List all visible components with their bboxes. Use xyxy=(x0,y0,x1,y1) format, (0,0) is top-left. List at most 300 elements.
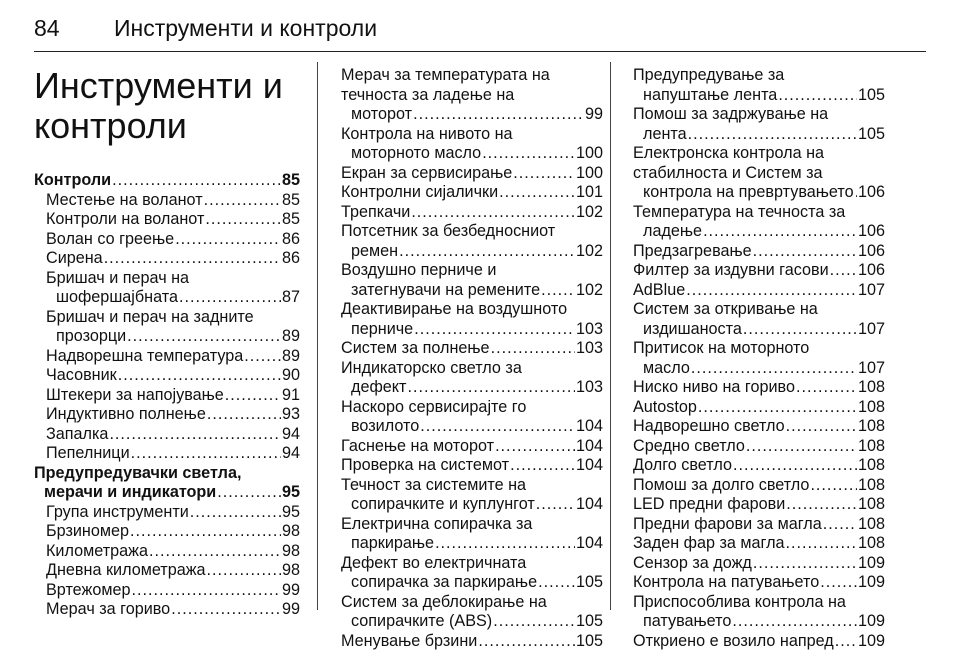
toc-entry[interactable] xyxy=(341,398,603,437)
toc-entry-line xyxy=(46,386,300,406)
toc-entry-text: Филтер за издувни гасови xyxy=(633,261,829,281)
toc-page-number: 108 xyxy=(858,515,885,535)
toc-entry-line xyxy=(341,203,603,223)
toc-entry-text: Индуктивно полнење xyxy=(46,405,206,425)
dot-leader xyxy=(746,437,857,457)
toc-entry-line xyxy=(341,437,603,457)
toc-entry-text: Autostop xyxy=(633,398,697,418)
toc-entry[interactable] xyxy=(341,437,603,457)
toc-entry-text: издишаноста xyxy=(643,320,742,340)
toc-entry-text: Долго светло xyxy=(633,456,732,476)
dot-leader xyxy=(686,281,857,301)
toc-page-number: 109 xyxy=(858,612,885,632)
toc-entry-line xyxy=(46,347,300,367)
toc-entry[interactable] xyxy=(34,600,300,620)
dot-leader xyxy=(407,378,575,398)
toc-entry-text: Контрола на нивото на xyxy=(341,125,603,145)
dot-leader xyxy=(478,632,575,651)
dot-leader xyxy=(171,600,281,620)
dot-leader xyxy=(399,242,575,262)
toc-entry-line xyxy=(633,398,885,418)
toc-entry[interactable] xyxy=(34,444,300,464)
toc-page-number: 86 xyxy=(282,230,300,250)
dot-leader xyxy=(109,425,281,445)
toc-page-number: 105 xyxy=(576,573,603,593)
toc-entry-text: Трепкачи xyxy=(341,203,410,223)
toc-entry-line xyxy=(633,437,885,457)
toc-entry[interactable] xyxy=(34,561,300,581)
dot-leader xyxy=(830,261,857,281)
toc-entry-line xyxy=(633,554,885,574)
toc-page-number: 86 xyxy=(282,249,300,269)
toc-page-number: 100 xyxy=(576,164,603,184)
toc-entry-text: Предупредувачки светла, xyxy=(34,464,300,484)
toc-page-number: 108 xyxy=(858,456,885,476)
toc-page-number: 107 xyxy=(858,281,885,301)
toc-entry-line xyxy=(633,456,885,476)
toc-page-number: 94 xyxy=(282,444,300,464)
toc-entry-line xyxy=(341,612,603,632)
toc-entry[interactable] xyxy=(341,632,603,651)
running-title: Инструменти и контроли xyxy=(114,10,377,46)
page-number: 84 xyxy=(34,10,60,46)
toc-page-number: 107 xyxy=(858,320,885,340)
toc-column-1 xyxy=(34,66,300,620)
toc-entry-line xyxy=(46,600,300,620)
dot-leader xyxy=(536,495,575,515)
toc-entry[interactable] xyxy=(341,456,603,476)
toc-entry[interactable] xyxy=(633,339,885,378)
dot-leader xyxy=(130,522,281,542)
toc-entry-text: моторот xyxy=(351,105,412,125)
toc-page-number: 106 xyxy=(858,183,885,203)
toc-entry-line xyxy=(46,210,300,230)
dot-leader xyxy=(112,171,281,191)
toc-entry-text: Волан со греење xyxy=(46,230,174,250)
toc-page-number: 85 xyxy=(282,210,300,230)
chapter-title-line: контроли xyxy=(34,105,187,146)
toc-entry[interactable] xyxy=(341,203,603,223)
toc-page-number: 89 xyxy=(282,347,300,367)
toc-page-number: 98 xyxy=(282,561,300,581)
toc-entry[interactable] xyxy=(633,203,885,242)
toc-entry-text: Контролни сијалички xyxy=(341,183,498,203)
toc-entry-text: Предупредување за xyxy=(633,66,885,86)
toc-entry[interactable] xyxy=(633,456,885,476)
toc-entry-line xyxy=(34,483,300,503)
toc-entry[interactable] xyxy=(34,503,300,523)
dot-leader xyxy=(820,573,857,593)
toc-entry-line xyxy=(633,573,885,593)
toc-entry[interactable] xyxy=(633,105,885,144)
toc-page-number: 95 xyxy=(282,503,300,523)
toc-entry-line xyxy=(46,366,300,386)
toc-entry[interactable] xyxy=(633,261,885,281)
toc-entry[interactable] xyxy=(341,339,603,359)
toc-entry-line xyxy=(633,242,885,262)
dot-leader xyxy=(778,86,857,106)
toc-entry-text: Систем за деблокирање на xyxy=(341,593,603,613)
toc-entry-text: Надворешно светло xyxy=(633,417,785,437)
toc-page-number: 108 xyxy=(858,437,885,457)
toc-entry-text: Систем за откривање на xyxy=(633,300,885,320)
toc-entry-line xyxy=(341,495,603,515)
toc-entry-text: Откриено е возило напред xyxy=(633,632,834,651)
toc-page-number: 93 xyxy=(282,405,300,425)
toc-entry[interactable] xyxy=(633,144,885,203)
toc-entry-text: возилото xyxy=(351,417,419,437)
dot-leader xyxy=(190,503,281,523)
dot-leader xyxy=(786,534,857,554)
toc-entry-line xyxy=(46,503,300,523)
dot-leader xyxy=(823,515,857,535)
toc-entry-text: Штекери за напојување xyxy=(46,386,224,406)
toc-entry[interactable] xyxy=(633,378,885,398)
toc-entry-text: Бришач и перач на задните xyxy=(46,308,300,328)
toc-page-number: 109 xyxy=(858,573,885,593)
toc-column-2 xyxy=(341,66,603,651)
toc-entry[interactable] xyxy=(633,534,885,554)
toc-entry-text: Помош за долго светло xyxy=(633,476,809,496)
toc-entry[interactable] xyxy=(633,242,885,262)
toc-entry-line xyxy=(46,425,300,445)
toc-page-number: 95 xyxy=(282,483,300,503)
toc-entry-text: Контроли на воланот xyxy=(46,210,204,230)
toc-entry[interactable] xyxy=(633,66,885,105)
toc-entry-text: ладење xyxy=(643,222,702,242)
column-divider xyxy=(317,62,318,610)
toc-entry-text: перниче xyxy=(351,320,413,340)
toc-entry[interactable] xyxy=(341,261,603,300)
toc-entry-line xyxy=(341,183,603,203)
toc-page-number: 101 xyxy=(576,183,603,203)
toc-entry[interactable] xyxy=(633,476,885,496)
toc-page-number: 105 xyxy=(576,632,603,651)
toc-entry-text: патувањето xyxy=(643,612,731,632)
toc-entry-text: дефект xyxy=(351,378,406,398)
dot-leader xyxy=(743,320,857,340)
toc-entry-line xyxy=(633,261,885,281)
toc-entry-text: Менување брзини xyxy=(341,632,477,651)
dot-leader xyxy=(149,542,281,562)
dot-leader xyxy=(207,405,281,425)
toc-entry[interactable] xyxy=(34,230,300,250)
toc-entry-text: Воздушно перниче и xyxy=(341,261,603,281)
header-rule xyxy=(34,51,926,52)
toc-entry-text: Систем за полнење xyxy=(341,339,490,359)
toc-entry-text: Надворешна температура xyxy=(46,347,243,367)
toc-page-number: 103 xyxy=(576,320,603,340)
toc-entry[interactable] xyxy=(341,476,603,515)
dot-leader xyxy=(835,632,857,651)
dot-leader xyxy=(411,203,575,223)
toc-entry[interactable] xyxy=(633,417,885,437)
dot-leader xyxy=(420,417,575,437)
toc-page-number: 102 xyxy=(576,203,603,223)
toc-entry-text: Температура на течноста за xyxy=(633,203,885,223)
toc-entry[interactable] xyxy=(633,300,885,339)
toc-entry-text: Индикаторско светло за xyxy=(341,359,603,379)
toc-entry-line xyxy=(341,417,603,437)
toc-entry-line xyxy=(341,456,603,476)
toc-entry[interactable] xyxy=(341,554,603,593)
toc-entry-text: шофершајбната xyxy=(56,288,178,308)
dot-leader xyxy=(225,386,281,406)
toc-entry-text: Предзагревање xyxy=(633,242,752,262)
toc-entry-line xyxy=(341,320,603,340)
toc-page-number: 108 xyxy=(858,476,885,496)
toc-entry-line xyxy=(46,191,300,211)
dot-leader xyxy=(131,444,281,464)
toc-entry-line xyxy=(46,288,300,308)
toc-entry-text: паркирање xyxy=(351,534,434,554)
toc-entry-text: Наскоро сервисирајте го xyxy=(341,398,603,418)
toc-page-number: 106 xyxy=(858,242,885,262)
toc-entry-text: Екран за сервисирање xyxy=(341,164,512,184)
toc-entry-text: Часовник xyxy=(46,366,117,386)
toc-page-number: 105 xyxy=(576,612,603,632)
toc-entry-line xyxy=(341,164,603,184)
toc-entry-text: Електрична сопирачка за xyxy=(341,515,603,535)
toc-entry-text: Сензор за дожд xyxy=(633,554,752,574)
toc-entry[interactable] xyxy=(341,222,603,261)
dot-leader xyxy=(538,573,575,593)
toc-entry-text: Деактивирање на воздушното xyxy=(341,300,603,320)
dot-leader xyxy=(499,183,575,203)
toc-page-number: 90 xyxy=(282,366,300,386)
toc-page-number: 108 xyxy=(858,378,885,398)
dot-leader xyxy=(435,534,575,554)
toc-entry[interactable] xyxy=(341,125,603,164)
toc-entry-text: Брзиномер xyxy=(46,522,129,542)
toc-entry-line xyxy=(46,230,300,250)
dot-leader xyxy=(691,359,857,379)
toc-entry-text: Гаснење на моторот xyxy=(341,437,494,457)
toc-page-number: 89 xyxy=(282,327,300,347)
toc-entry[interactable] xyxy=(633,632,885,651)
toc-page-number: 85 xyxy=(282,171,300,191)
toc-entry-line xyxy=(633,417,885,437)
toc-entry[interactable] xyxy=(633,573,885,593)
toc-entry[interactable] xyxy=(633,281,885,301)
toc-entry-line xyxy=(341,378,603,398)
toc-entry[interactable] xyxy=(633,398,885,418)
toc-page-number: 104 xyxy=(576,437,603,457)
toc-entry-text: затегнувачи на ремените xyxy=(351,281,540,301)
toc-entry[interactable] xyxy=(34,269,300,308)
column-divider xyxy=(610,62,611,610)
toc-entry[interactable] xyxy=(34,581,300,601)
dot-leader xyxy=(510,456,575,476)
toc-entry[interactable] xyxy=(633,437,885,457)
dot-leader xyxy=(810,476,857,496)
toc-entry[interactable] xyxy=(34,347,300,367)
toc-entry-text: Група инструменти xyxy=(46,503,189,523)
toc-entry[interactable] xyxy=(633,495,885,515)
toc-entry[interactable] xyxy=(34,542,300,562)
toc-entry-line xyxy=(46,249,300,269)
toc-entry-line xyxy=(34,171,300,191)
toc-entry[interactable] xyxy=(34,405,300,425)
toc-entry-line xyxy=(633,495,885,515)
toc-entry-line xyxy=(633,378,885,398)
dot-leader xyxy=(244,347,281,367)
toc-entry-line xyxy=(633,320,885,340)
toc-column-3 xyxy=(633,66,885,651)
toc-entry-line xyxy=(341,339,603,359)
dot-leader xyxy=(786,495,857,515)
toc-entry[interactable] xyxy=(341,183,603,203)
toc-entry-line xyxy=(46,405,300,425)
toc-entry[interactable] xyxy=(341,515,603,554)
toc-page-number: 105 xyxy=(858,125,885,145)
toc-entry-text: Помош за задржување на xyxy=(633,105,885,125)
toc-entry[interactable] xyxy=(633,554,885,574)
toc-entry-line xyxy=(46,444,300,464)
toc-entry-line xyxy=(633,632,885,651)
toc-entry-line xyxy=(46,581,300,601)
toc-entry[interactable] xyxy=(341,66,603,125)
toc-entry-text: контрола на превртувањето xyxy=(643,183,854,203)
toc-entry-text: Потсетник за безбедносниот xyxy=(341,222,603,242)
toc-page-number: 98 xyxy=(282,542,300,562)
dot-leader xyxy=(127,327,281,347)
toc-page-number: 91 xyxy=(282,386,300,406)
dot-leader xyxy=(217,483,281,503)
dot-leader xyxy=(796,378,857,398)
toc-page-number: 108 xyxy=(858,398,885,418)
dot-leader xyxy=(179,288,281,308)
toc-entry[interactable] xyxy=(34,522,300,542)
toc-entry-line xyxy=(46,522,300,542)
toc-entry-text: мерачи и индикатори xyxy=(44,483,216,503)
toc-entry-text: Запалка xyxy=(46,425,108,445)
toc-page-number: 102 xyxy=(576,281,603,301)
toc-entry[interactable] xyxy=(34,425,300,445)
toc-entry-text: Дневна километража xyxy=(46,561,206,581)
toc-entry-text: Километража xyxy=(46,542,148,562)
toc-entry[interactable] xyxy=(34,308,300,347)
dot-leader xyxy=(493,612,575,632)
toc-entry-text: масло xyxy=(643,359,690,379)
toc-entry[interactable] xyxy=(34,191,300,211)
toc-entry-line xyxy=(341,281,603,301)
dot-leader xyxy=(207,561,281,581)
toc-page-number: 99 xyxy=(585,105,603,125)
toc-entry[interactable] xyxy=(633,593,885,632)
toc-entry-text: Средно светло xyxy=(633,437,745,457)
toc-entry[interactable] xyxy=(633,515,885,535)
dot-leader xyxy=(175,230,281,250)
toc-page-number: 103 xyxy=(576,339,603,359)
dot-leader xyxy=(413,105,584,125)
dot-leader xyxy=(513,164,575,184)
toc-entry-text: лента xyxy=(643,125,687,145)
toc-entry-line xyxy=(633,281,885,301)
toc-entry[interactable] xyxy=(341,593,603,632)
toc-entry-line xyxy=(633,86,885,106)
toc-entry-line xyxy=(46,542,300,562)
toc-entry[interactable] xyxy=(341,300,603,339)
toc-entry-line xyxy=(341,573,603,593)
dot-leader xyxy=(491,339,575,359)
toc-page-number: 102 xyxy=(576,242,603,262)
toc-page-number: 94 xyxy=(282,425,300,445)
toc-page-number: 103 xyxy=(576,378,603,398)
dot-leader xyxy=(118,366,281,386)
toc-entry-text: течноста за ладење на xyxy=(341,86,603,106)
toc-page-number: 100 xyxy=(576,144,603,164)
toc-entry-line xyxy=(633,476,885,496)
chapter-title-line: Инструменти и xyxy=(34,65,283,106)
toc-section-heading[interactable] xyxy=(34,464,300,503)
toc-entry[interactable] xyxy=(34,249,300,269)
toc-entry-line xyxy=(633,222,885,242)
dot-leader xyxy=(732,612,857,632)
toc-page-number: 85 xyxy=(282,191,300,211)
dot-leader xyxy=(855,183,857,203)
toc-entry-line xyxy=(633,183,885,203)
toc-entry-line xyxy=(341,105,603,125)
dot-leader xyxy=(541,281,575,301)
dot-leader xyxy=(495,437,575,457)
toc-entry-text: Приспособлива контрола на xyxy=(633,593,885,613)
toc-entry-line xyxy=(341,534,603,554)
dot-leader xyxy=(753,554,857,574)
toc-page-number: 98 xyxy=(282,522,300,542)
toc-entry-line xyxy=(633,125,885,145)
toc-entry-line xyxy=(633,612,885,632)
toc-section-heading[interactable] xyxy=(34,171,300,191)
toc-page-number: 109 xyxy=(858,554,885,574)
toc-entry-text: Контрола на патувањето xyxy=(633,573,819,593)
toc-entry-line xyxy=(633,534,885,554)
dot-leader xyxy=(104,249,281,269)
chapter-title xyxy=(34,66,300,146)
toc-entry-text: Мерач за температурата на xyxy=(341,66,603,86)
toc-entry-text: Дефект во електричната xyxy=(341,554,603,574)
toc-entry[interactable] xyxy=(341,164,603,184)
toc-page-number: 99 xyxy=(282,581,300,601)
toc-entry[interactable] xyxy=(34,210,300,230)
toc-entry[interactable] xyxy=(34,366,300,386)
dot-leader xyxy=(786,417,857,437)
toc-entry-line xyxy=(633,359,885,379)
toc-entry-text: стабилноста и Систем за xyxy=(633,164,885,184)
toc-entry-line xyxy=(341,242,603,262)
toc-entry-text: Заден фар за магла xyxy=(633,534,785,554)
toc-entry-text: Мерач за гориво xyxy=(46,600,170,620)
dot-leader xyxy=(703,222,857,242)
toc-page-number: 107 xyxy=(858,359,885,379)
toc-page-number: 104 xyxy=(576,456,603,476)
dot-leader xyxy=(204,191,281,211)
toc-entry[interactable] xyxy=(34,386,300,406)
toc-entry-list xyxy=(34,171,300,620)
toc-page-number: 104 xyxy=(576,534,603,554)
dot-leader xyxy=(205,210,281,230)
toc-entry-text: Ниско ниво на гориво xyxy=(633,378,795,398)
toc-entry-text: ремен xyxy=(351,242,398,262)
toc-entry-text: напуштање лента xyxy=(643,86,777,106)
toc-page-number: 104 xyxy=(576,417,603,437)
toc-entry-text: Местење на воланот xyxy=(46,191,203,211)
dot-leader xyxy=(688,125,857,145)
toc-entry-text: Електронска контрола на xyxy=(633,144,885,164)
toc-page-number: 108 xyxy=(858,495,885,515)
toc-entry[interactable] xyxy=(341,359,603,398)
toc-entry-line xyxy=(46,561,300,581)
